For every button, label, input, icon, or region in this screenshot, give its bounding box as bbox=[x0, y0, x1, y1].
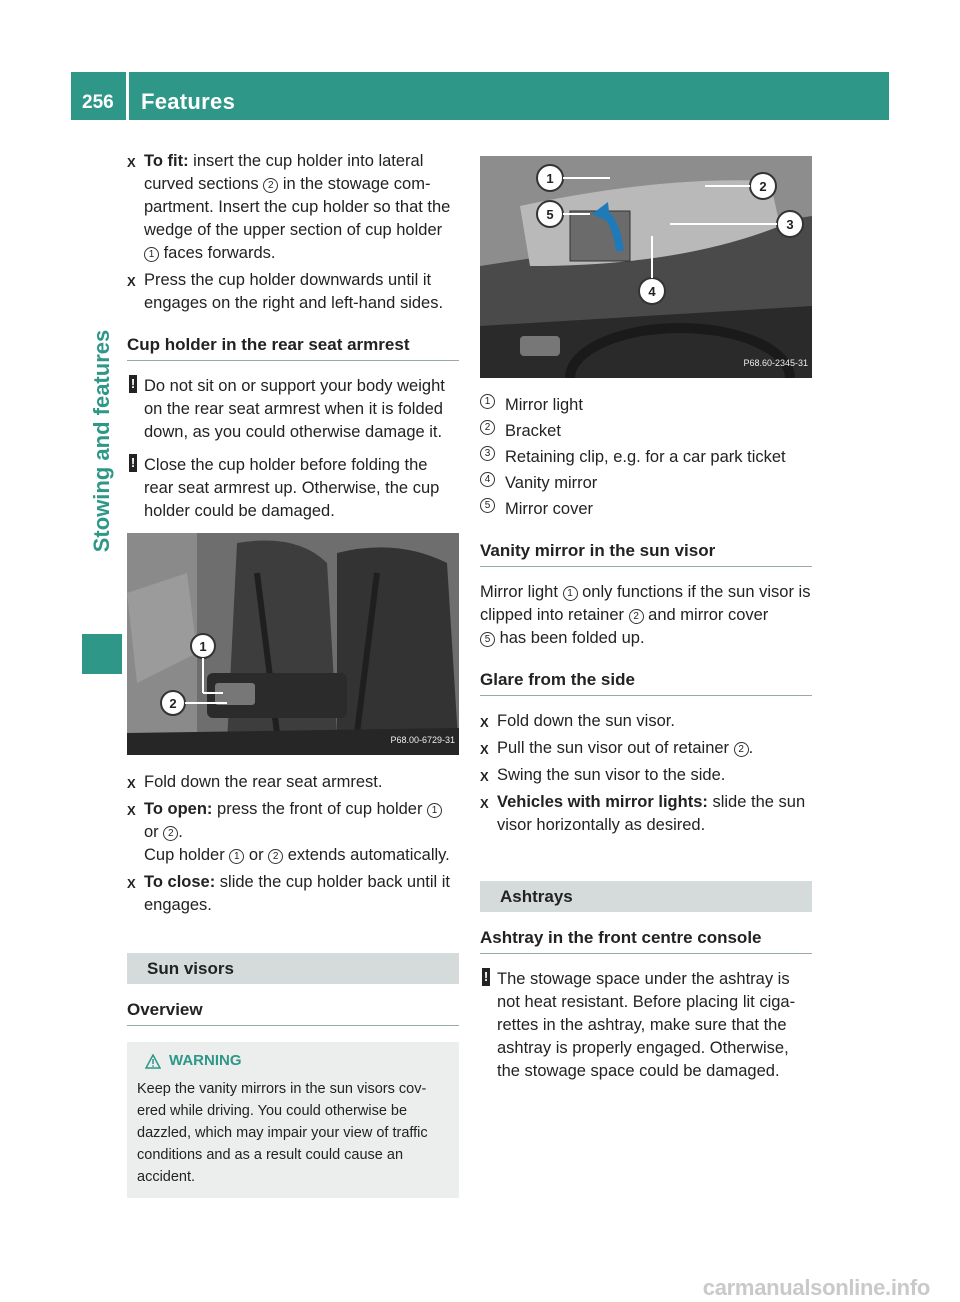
rear-seat-illustration bbox=[127, 533, 459, 755]
caption-text: Bracket bbox=[505, 422, 561, 440]
callout-3-icon: 3 bbox=[480, 446, 495, 461]
side-tab-label: Stowing and features bbox=[89, 329, 114, 553]
step-text: Cup holder bbox=[144, 846, 230, 864]
callout-2-icon: 2 bbox=[268, 849, 283, 864]
warning-box bbox=[127, 1042, 459, 1198]
step-text: . bbox=[178, 823, 183, 841]
svg-text:3: 3 bbox=[786, 217, 794, 232]
step-text: press the front of cup holder bbox=[212, 800, 428, 818]
svg-text:2: 2 bbox=[169, 696, 177, 711]
step-text: insert the cup holder into lateral curved sections bbox=[144, 152, 424, 193]
para-text: has been folded up. bbox=[495, 629, 645, 647]
callout-2-icon: 2 bbox=[263, 178, 278, 193]
note-close bbox=[127, 454, 459, 523]
callout-2-icon: 2 bbox=[734, 742, 749, 757]
step-arrow-icon: X bbox=[127, 803, 136, 818]
step-arrow-icon: X bbox=[480, 715, 489, 730]
right-column bbox=[480, 150, 812, 1093]
caution-icon: ! bbox=[130, 455, 136, 470]
glare-heading: Glare from the side bbox=[480, 668, 812, 696]
step-arrow-icon: X bbox=[480, 769, 489, 784]
svg-text:4: 4 bbox=[648, 284, 656, 299]
step-arrow-icon: X bbox=[480, 742, 489, 757]
svg-text:1: 1 bbox=[546, 171, 554, 186]
caption-text: Mirror light bbox=[505, 396, 583, 414]
step-glare-2 bbox=[480, 737, 812, 760]
caption-item bbox=[480, 420, 812, 443]
step-fold bbox=[127, 771, 459, 794]
image-code: P68.60-2345-31 bbox=[743, 358, 808, 368]
caution-icon: ! bbox=[130, 376, 136, 391]
sun-visor-illustration bbox=[480, 156, 812, 378]
step-text: Pull the sun visor out of retainer bbox=[497, 739, 734, 757]
image-code: P68.00-6729-31 bbox=[390, 735, 455, 745]
caption-item bbox=[480, 394, 812, 417]
footer-watermark: carmanualsonline.info bbox=[702, 1275, 930, 1300]
callout-2-icon: 2 bbox=[163, 826, 178, 841]
ashtrays-band: Ashtrays bbox=[480, 881, 812, 912]
callout-1-icon: 1 bbox=[480, 394, 495, 409]
step-text: Fold down the sun visor. bbox=[497, 712, 675, 730]
step-to-close bbox=[127, 871, 459, 917]
callout-4-icon: 4 bbox=[480, 472, 495, 487]
svg-text:2: 2 bbox=[759, 179, 767, 194]
callout-1-icon: 1 bbox=[427, 803, 442, 818]
header-divider bbox=[126, 72, 129, 120]
step-arrow-icon: X bbox=[127, 155, 136, 170]
step-text: . bbox=[748, 739, 754, 757]
step-arrow-icon: X bbox=[127, 876, 136, 891]
step-text: slide the cup holder back until it engages. bbox=[144, 873, 451, 914]
step-arrow-icon: X bbox=[480, 796, 489, 811]
step-text: faces forwards. bbox=[159, 244, 276, 262]
step-glare-1 bbox=[480, 710, 812, 733]
caption-list bbox=[480, 394, 812, 521]
overview-heading: Overview bbox=[127, 998, 459, 1026]
step-text: Fold down the rear seat armrest. bbox=[144, 773, 383, 791]
step-text: Press the cup holder downwards until it engages on the right and left-hand sides. bbox=[144, 271, 444, 312]
step-to-fit bbox=[127, 150, 459, 265]
callout-2-icon: 2 bbox=[480, 420, 495, 435]
sun-visors-band: Sun visors bbox=[127, 953, 459, 984]
step-glare-4 bbox=[480, 791, 812, 837]
step-label: To fit: bbox=[144, 152, 189, 170]
step-text: Swing the sun visor to the side. bbox=[497, 766, 726, 784]
note-text: Do not sit on or support your body weight on the rear seat armrest when it is folded down, as you could otherwise damage it. bbox=[144, 377, 445, 441]
vanity-mirror-heading: Vanity mirror in the sun visor bbox=[480, 539, 812, 567]
caution-icon: ! bbox=[483, 969, 489, 984]
step-text: or bbox=[144, 823, 164, 841]
sun-visor-image bbox=[480, 156, 812, 378]
warning-text: Keep the vanity mirrors in the sun visors cov-ered while driving. You could otherwise be dazzled, which may impair your view of traffic conditions and as a result could cause an accident. bbox=[137, 1081, 428, 1185]
note-text: Close the cup holder before folding the rear seat armrest up. Otherwise, the cup holder could be damaged. bbox=[144, 456, 440, 520]
note-ashtray bbox=[480, 968, 812, 1083]
warning-label: WARNING bbox=[169, 1052, 242, 1069]
caption-item bbox=[480, 446, 812, 469]
ashtray-heading: Ashtray in the front centre console bbox=[480, 926, 812, 954]
callout-1-icon: 1 bbox=[563, 586, 578, 601]
left-column bbox=[127, 150, 459, 1198]
vanity-mirror-text bbox=[480, 581, 812, 650]
svg-text:5: 5 bbox=[546, 207, 554, 222]
step-label: To open: bbox=[144, 800, 213, 818]
callout-5-icon: 5 bbox=[480, 632, 495, 647]
step-arrow-icon: X bbox=[127, 776, 136, 791]
step-text: slide the sun visor horizontally as desired. bbox=[497, 793, 806, 834]
callout-1-icon: 1 bbox=[144, 247, 159, 262]
page-title: Features bbox=[141, 89, 236, 114]
caption-item bbox=[480, 498, 812, 521]
step-press bbox=[127, 269, 459, 315]
para-text: only functions if the sun visor is clipped into retainer bbox=[480, 583, 811, 624]
side-tab bbox=[82, 276, 122, 606]
step-text: or bbox=[244, 846, 269, 864]
note-text: The stowage space under the ashtray is not heat resistant. Before placing lit ciga-rettes in the ashtray, make sure that the ashtray is properly engaged. Otherwise, the stowage space could be damaged. bbox=[497, 970, 796, 1080]
callout-1-icon: 1 bbox=[229, 849, 244, 864]
callout-2-icon: 2 bbox=[629, 609, 644, 624]
rear-seat-armrest-image bbox=[127, 533, 459, 755]
step-text: extends automatically. bbox=[283, 846, 450, 864]
caption-text: Retaining clip, e.g. for a car park ticket bbox=[505, 448, 786, 466]
step-text: in the stowage com-partment. Insert the cup holder so that the wedge of the upper section of cup holder bbox=[144, 175, 451, 239]
step-glare-3 bbox=[480, 764, 812, 787]
note-armrest bbox=[127, 375, 459, 444]
callout-5-icon: 5 bbox=[480, 498, 495, 513]
step-label: To close: bbox=[144, 873, 216, 891]
side-tab-marker bbox=[82, 634, 122, 674]
warning-triangle-icon bbox=[145, 1054, 161, 1069]
page-number: 256 bbox=[82, 92, 114, 113]
caption-item bbox=[480, 472, 812, 495]
warning-header bbox=[145, 1050, 449, 1072]
para-text: and mirror cover bbox=[643, 606, 769, 624]
cup-holder-heading: Cup holder in the rear seat armrest bbox=[127, 333, 459, 361]
caption-text: Mirror cover bbox=[505, 500, 594, 518]
para-text: Mirror light bbox=[480, 583, 563, 601]
caption-text: Vanity mirror bbox=[505, 474, 598, 492]
step-to-open bbox=[127, 798, 459, 867]
svg-text:1: 1 bbox=[199, 639, 207, 654]
step-label: Vehicles with mirror lights: bbox=[497, 793, 708, 811]
step-arrow-icon: X bbox=[127, 274, 136, 289]
